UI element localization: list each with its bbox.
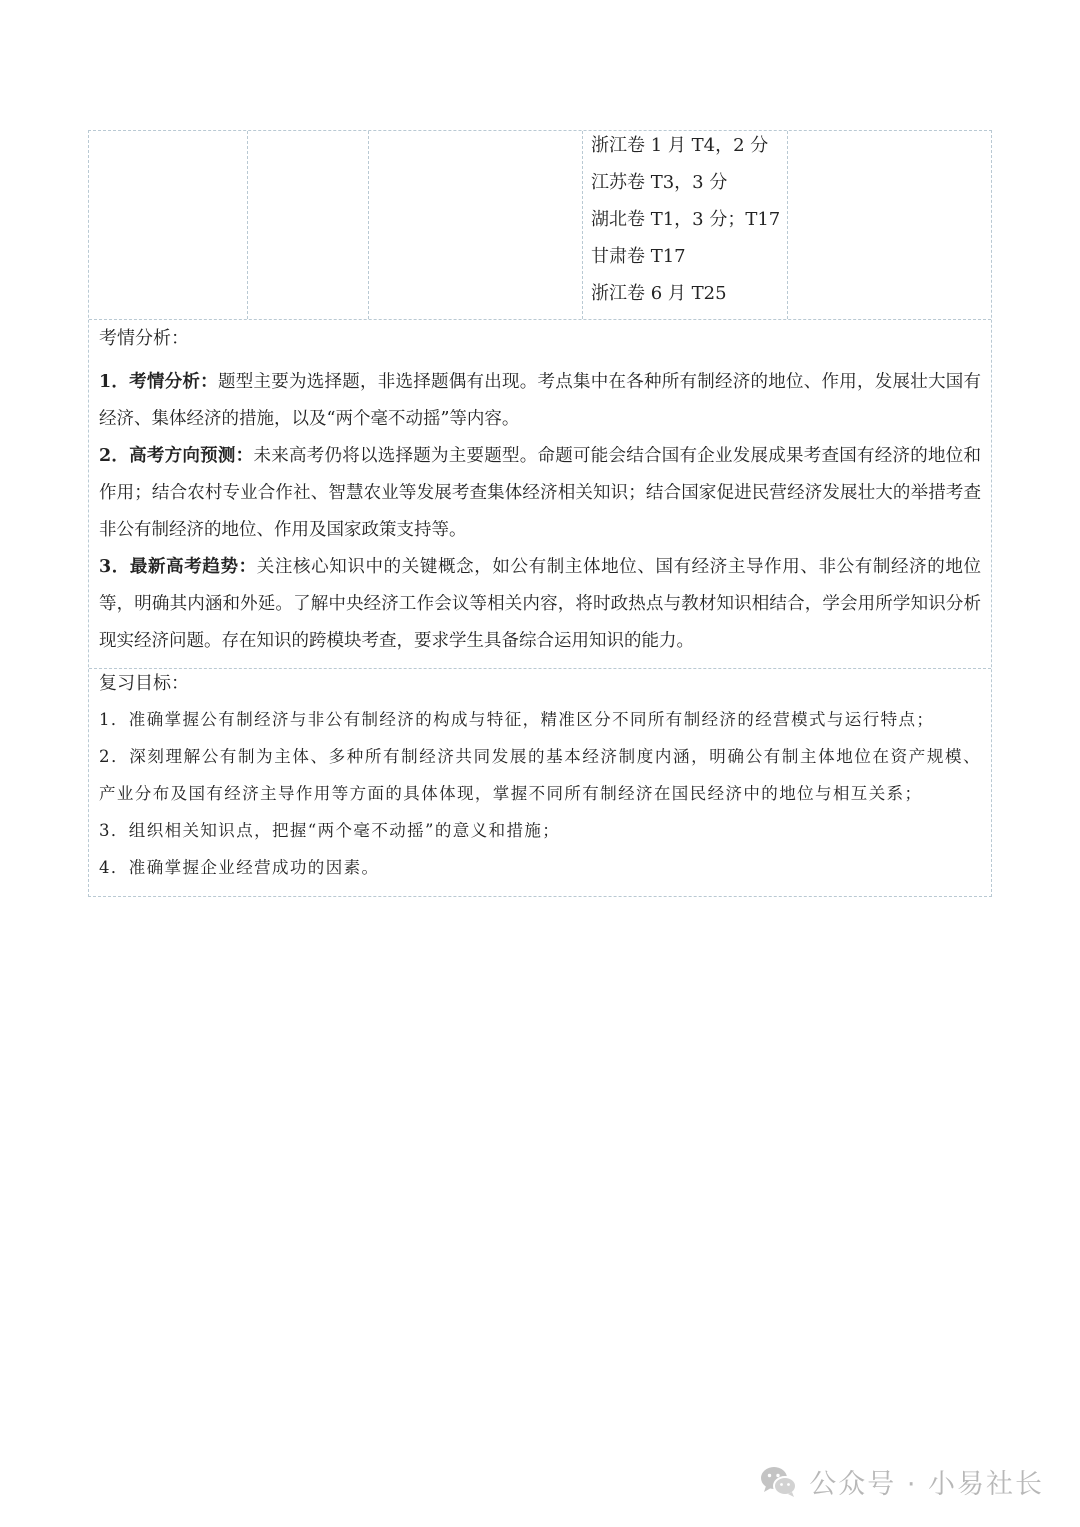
exam-source-item: 湖北卷 T1，3 分；T17	[591, 209, 781, 230]
exam-source-item: 甘肃卷 T17	[591, 246, 686, 267]
analysis-item-lead: 3．最新高考趋势：	[99, 557, 257, 577]
empty-cell-3	[369, 131, 583, 319]
exam-source-item: 浙江卷 1 月 T4，2 分	[591, 135, 769, 156]
analysis-item-lead: 1．考情分析：	[99, 372, 218, 392]
watermark-text: 公众号 · 小易社长	[809, 1469, 1044, 1500]
review-goal-item: 3．组织相关知识点，把握“两个毫不动摇”的意义和措施；	[99, 821, 561, 840]
exam-source-cell	[583, 131, 788, 319]
analysis-item-text: 未来高考仍将以选择题为主要题型。命题可能会结合国有企业发展成果考查国有经济的地位和作用；结合农村专业合作社、智慧农业等发展考查集体经济相关知识；结合国家促进民营经济发展壮大的举措考查非公有制经济的地位、作用及国家政策支持等。	[99, 446, 981, 540]
analysis-section	[89, 320, 991, 669]
analysis-item-1	[99, 364, 981, 438]
analysis-item-lead: 2．高考方向预测：	[99, 446, 254, 466]
empty-cell-2	[248, 131, 369, 319]
review-table	[88, 130, 992, 897]
analysis-heading: 考情分析：	[99, 328, 189, 349]
empty-cell-1	[89, 131, 248, 319]
exam-source-item: 江苏卷 T3，3 分	[591, 172, 728, 193]
analysis-item-text: 题型主要为选择题，非选择题偶有出现。考点集中在各种所有制经济的地位、作用，发展壮大国有经济、集体经济的措施，以及“两个毫不动摇”等内容。	[99, 372, 981, 429]
empty-cell-5	[788, 131, 991, 319]
exam-source-list	[591, 127, 787, 312]
review-goals-heading: 复习目标：	[99, 673, 189, 694]
analysis-item-3	[99, 549, 981, 660]
analysis-item-2	[99, 438, 981, 549]
exam-source-row	[89, 131, 991, 320]
review-goal-item: 4．准确掌握企业经营成功的因素。	[99, 858, 380, 877]
exam-source-item: 浙江卷 6 月 T25	[591, 283, 727, 304]
analysis-item-text: 关注核心知识中的关键概念，如公有制主体地位、国有经济主导作用、非公有制经济的地位等，明确其内涵和外延。了解中央经济工作会议等相关内容，将时政热点与教材知识相结合，学会用所学知识分析现实经济问题。存在知识的跨模块考查，要求学生具备综合运用知识的能力。	[99, 557, 982, 651]
wechat-icon	[759, 1465, 799, 1499]
watermark	[759, 1462, 1044, 1501]
review-goal-item: 2．深刻理解公有制为主体、多种所有制经济共同发展的基本经济制度内涵，明确公有制主体地位在资产规模、产业分布及国有经济主导作用等方面的具体体现，掌握不同所有制经济在国民经济中的地位与相互关系；	[99, 747, 981, 803]
review-goal-item: 1．准确掌握公有制经济与非公有制经济的构成与特征，精准区分不同所有制经济的经营模式与运行特点；	[99, 710, 935, 729]
review-goals-section	[89, 669, 991, 896]
